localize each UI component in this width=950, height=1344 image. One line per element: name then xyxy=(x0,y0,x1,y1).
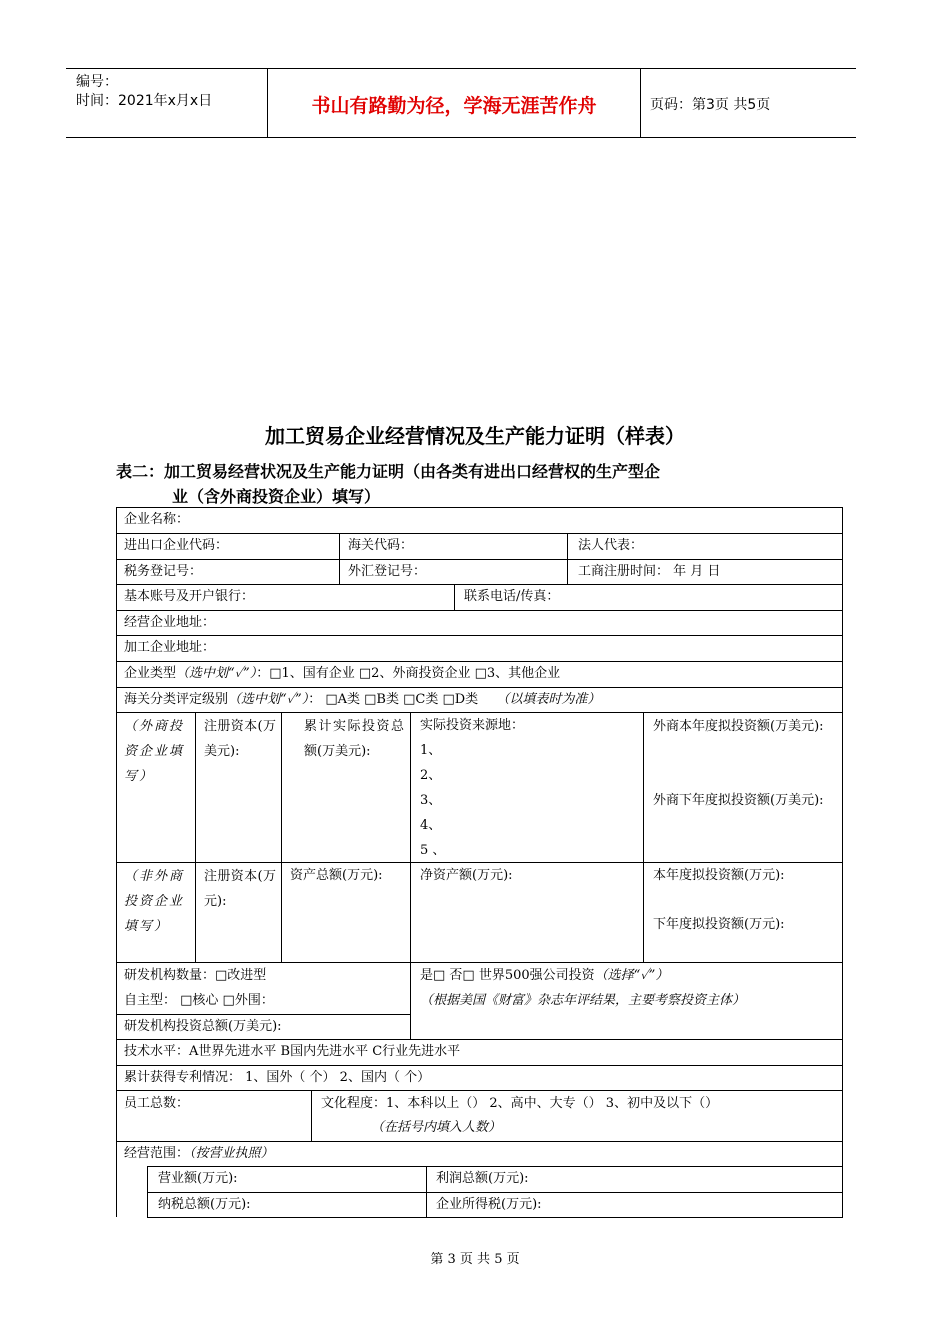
education-note: （在括号内填入人数） xyxy=(371,1120,502,1135)
form-rule xyxy=(281,712,282,962)
header-meta xyxy=(76,73,266,111)
contact-label: 联系电话/传真： xyxy=(464,589,560,604)
domestic-next-year-label: 下年度拟投资额(万元): xyxy=(653,917,785,932)
document-number: 编号： xyxy=(76,74,118,90)
form-rule xyxy=(116,559,843,560)
import-export-code-label: 进出口企业代码： xyxy=(124,538,229,553)
customs-code-label: 海关代码： xyxy=(348,538,414,553)
rd-count-label: 研发机构数量：□改进型 xyxy=(124,968,267,983)
form-rule xyxy=(311,1090,312,1141)
rd-self-label: 自主型： □核心 □外围： xyxy=(124,993,274,1008)
customs-level-note: （以填表时为准） xyxy=(496,692,601,707)
invest-source-1: 1、 xyxy=(420,743,442,758)
company-type-row xyxy=(124,662,560,686)
subtitle-line-1: 表二：加工贸易经营状况及生产能力证明（由各类有进出口经营权的生产型企 xyxy=(116,462,661,481)
foreign-next-year-label: 外商下年度拟投资额(万美元): xyxy=(653,793,824,808)
form-rule xyxy=(426,1166,427,1217)
customs-level-label: 海关分类评定级别 xyxy=(124,692,229,707)
foreign-reg-capital-label: 注册资本(万美元): xyxy=(204,719,276,759)
form-rule xyxy=(410,712,411,1039)
form-rule xyxy=(147,1217,843,1218)
total-assets-label: 资产总额(万元): xyxy=(290,868,383,883)
header-divider xyxy=(640,69,641,137)
document-time: 时间：2021年x月x日 xyxy=(76,93,213,109)
form-rule xyxy=(116,712,843,713)
invest-source-3: 3、 xyxy=(420,793,442,808)
profit-label: 利润总额(万元): xyxy=(436,1171,529,1186)
education-label: 文化程度：1、本科以上（） 2、高中、大专（） 3、初中及以下（） xyxy=(321,1096,719,1111)
tech-level-label: 技术水平：A世界先进水平 B国内先进水平 C行业先进水平 xyxy=(124,1044,461,1059)
certificate-form xyxy=(116,507,843,1217)
header-motto: 书山有路勤为径，学海无涯苦作舟 xyxy=(311,95,597,117)
company-type-options: ：□1、国有企业 □2、外商投资企业 □3、其他企业 xyxy=(256,666,561,681)
company-name-label: 企业名称： xyxy=(124,512,190,527)
top500-hint: （选择“✓”） xyxy=(594,968,669,983)
revenue-label: 营业额(万元): xyxy=(158,1171,238,1186)
top500-note: （根据美国《财富》杂志年评结果，主要考察投资主体） xyxy=(420,993,746,1008)
page-header xyxy=(66,68,856,138)
form-rule xyxy=(643,712,644,962)
company-type-hint: （选中划“✓”） xyxy=(176,666,257,681)
company-type-label: 企业类型 xyxy=(124,666,177,681)
form-rule xyxy=(116,507,117,1217)
bank-account-label: 基本账号及开户银行： xyxy=(124,589,255,604)
table-subtitle xyxy=(116,459,816,509)
income-tax-label: 企业所得税(万元): xyxy=(436,1197,542,1212)
header-page-number: 页码：第3页 共5页 xyxy=(650,97,771,113)
form-rule xyxy=(116,610,843,611)
tax-total-label: 纳税总额(万元): xyxy=(158,1197,251,1212)
form-rule xyxy=(454,584,455,610)
form-rule xyxy=(116,507,843,508)
document-title: 加工贸易企业经营情况及生产能力证明（样表） xyxy=(265,424,685,448)
invest-source-4: 4、 xyxy=(420,818,442,833)
foreign-this-year-label: 外商本年度拟投资额(万美元): xyxy=(653,719,824,734)
operating-address-label: 经营企业地址： xyxy=(124,615,216,630)
form-rule xyxy=(567,533,568,584)
top500-row xyxy=(420,964,668,988)
staff-count-label: 员工总数： xyxy=(124,1096,190,1111)
form-rule xyxy=(147,1166,148,1217)
foreign-total-invest-label: 累计实际投资总额(万美元): xyxy=(304,719,404,759)
scope-row xyxy=(124,1142,274,1166)
domestic-reg-capital-label: 注册资本(万元): xyxy=(204,869,276,909)
customs-level-hint: （选中划“✓”） xyxy=(228,692,309,707)
net-assets-label: 净资产额(万元): xyxy=(420,868,513,883)
forex-reg-label: 外汇登记号： xyxy=(348,564,427,579)
scope-hint: （按营业执照） xyxy=(189,1146,274,1161)
foreign-block-label: （外商投资企业填写） xyxy=(124,719,185,784)
patents-label: 累计获得专利情况： 1、国外（ 个） 2、国内（ 个） xyxy=(124,1070,431,1085)
tax-reg-label: 税务登记号： xyxy=(124,564,203,579)
invest-source-label: 实际投资来源地： xyxy=(420,718,525,733)
processing-address-label: 加工企业地址： xyxy=(124,640,216,655)
form-rule xyxy=(116,962,843,963)
form-rule xyxy=(339,533,340,584)
invest-source-5: 5 、 xyxy=(420,843,446,858)
form-rule xyxy=(116,1090,843,1091)
business-reg-time-label: 工商注册时间： 年 月 日 xyxy=(578,564,721,579)
domestic-block-label: （非外商投资企业填写） xyxy=(124,869,185,934)
page-footer: 第 3 页 共 5 页 xyxy=(430,1252,520,1267)
scope-label: 经营范围： xyxy=(124,1146,190,1161)
subtitle-line-2: 业（含外商投资企业）填写） xyxy=(172,487,381,506)
invest-source-2: 2、 xyxy=(420,768,442,783)
domestic-this-year-label: 本年度拟投资额(万元): xyxy=(653,868,785,883)
customs-level-options: ： □A类 □B类 □C类 □D类 xyxy=(308,692,479,707)
form-rule xyxy=(116,862,843,863)
rd-invest-label: 研发机构投资总额(万美元): xyxy=(124,1019,282,1034)
form-rule xyxy=(195,712,196,962)
form-rule xyxy=(116,635,843,636)
form-rule xyxy=(842,507,843,1217)
customs-level-row xyxy=(124,688,600,712)
top500-options: 是□ 否□ 世界500强公司投资 xyxy=(420,968,595,983)
legal-rep-label: 法人代表： xyxy=(578,538,644,553)
